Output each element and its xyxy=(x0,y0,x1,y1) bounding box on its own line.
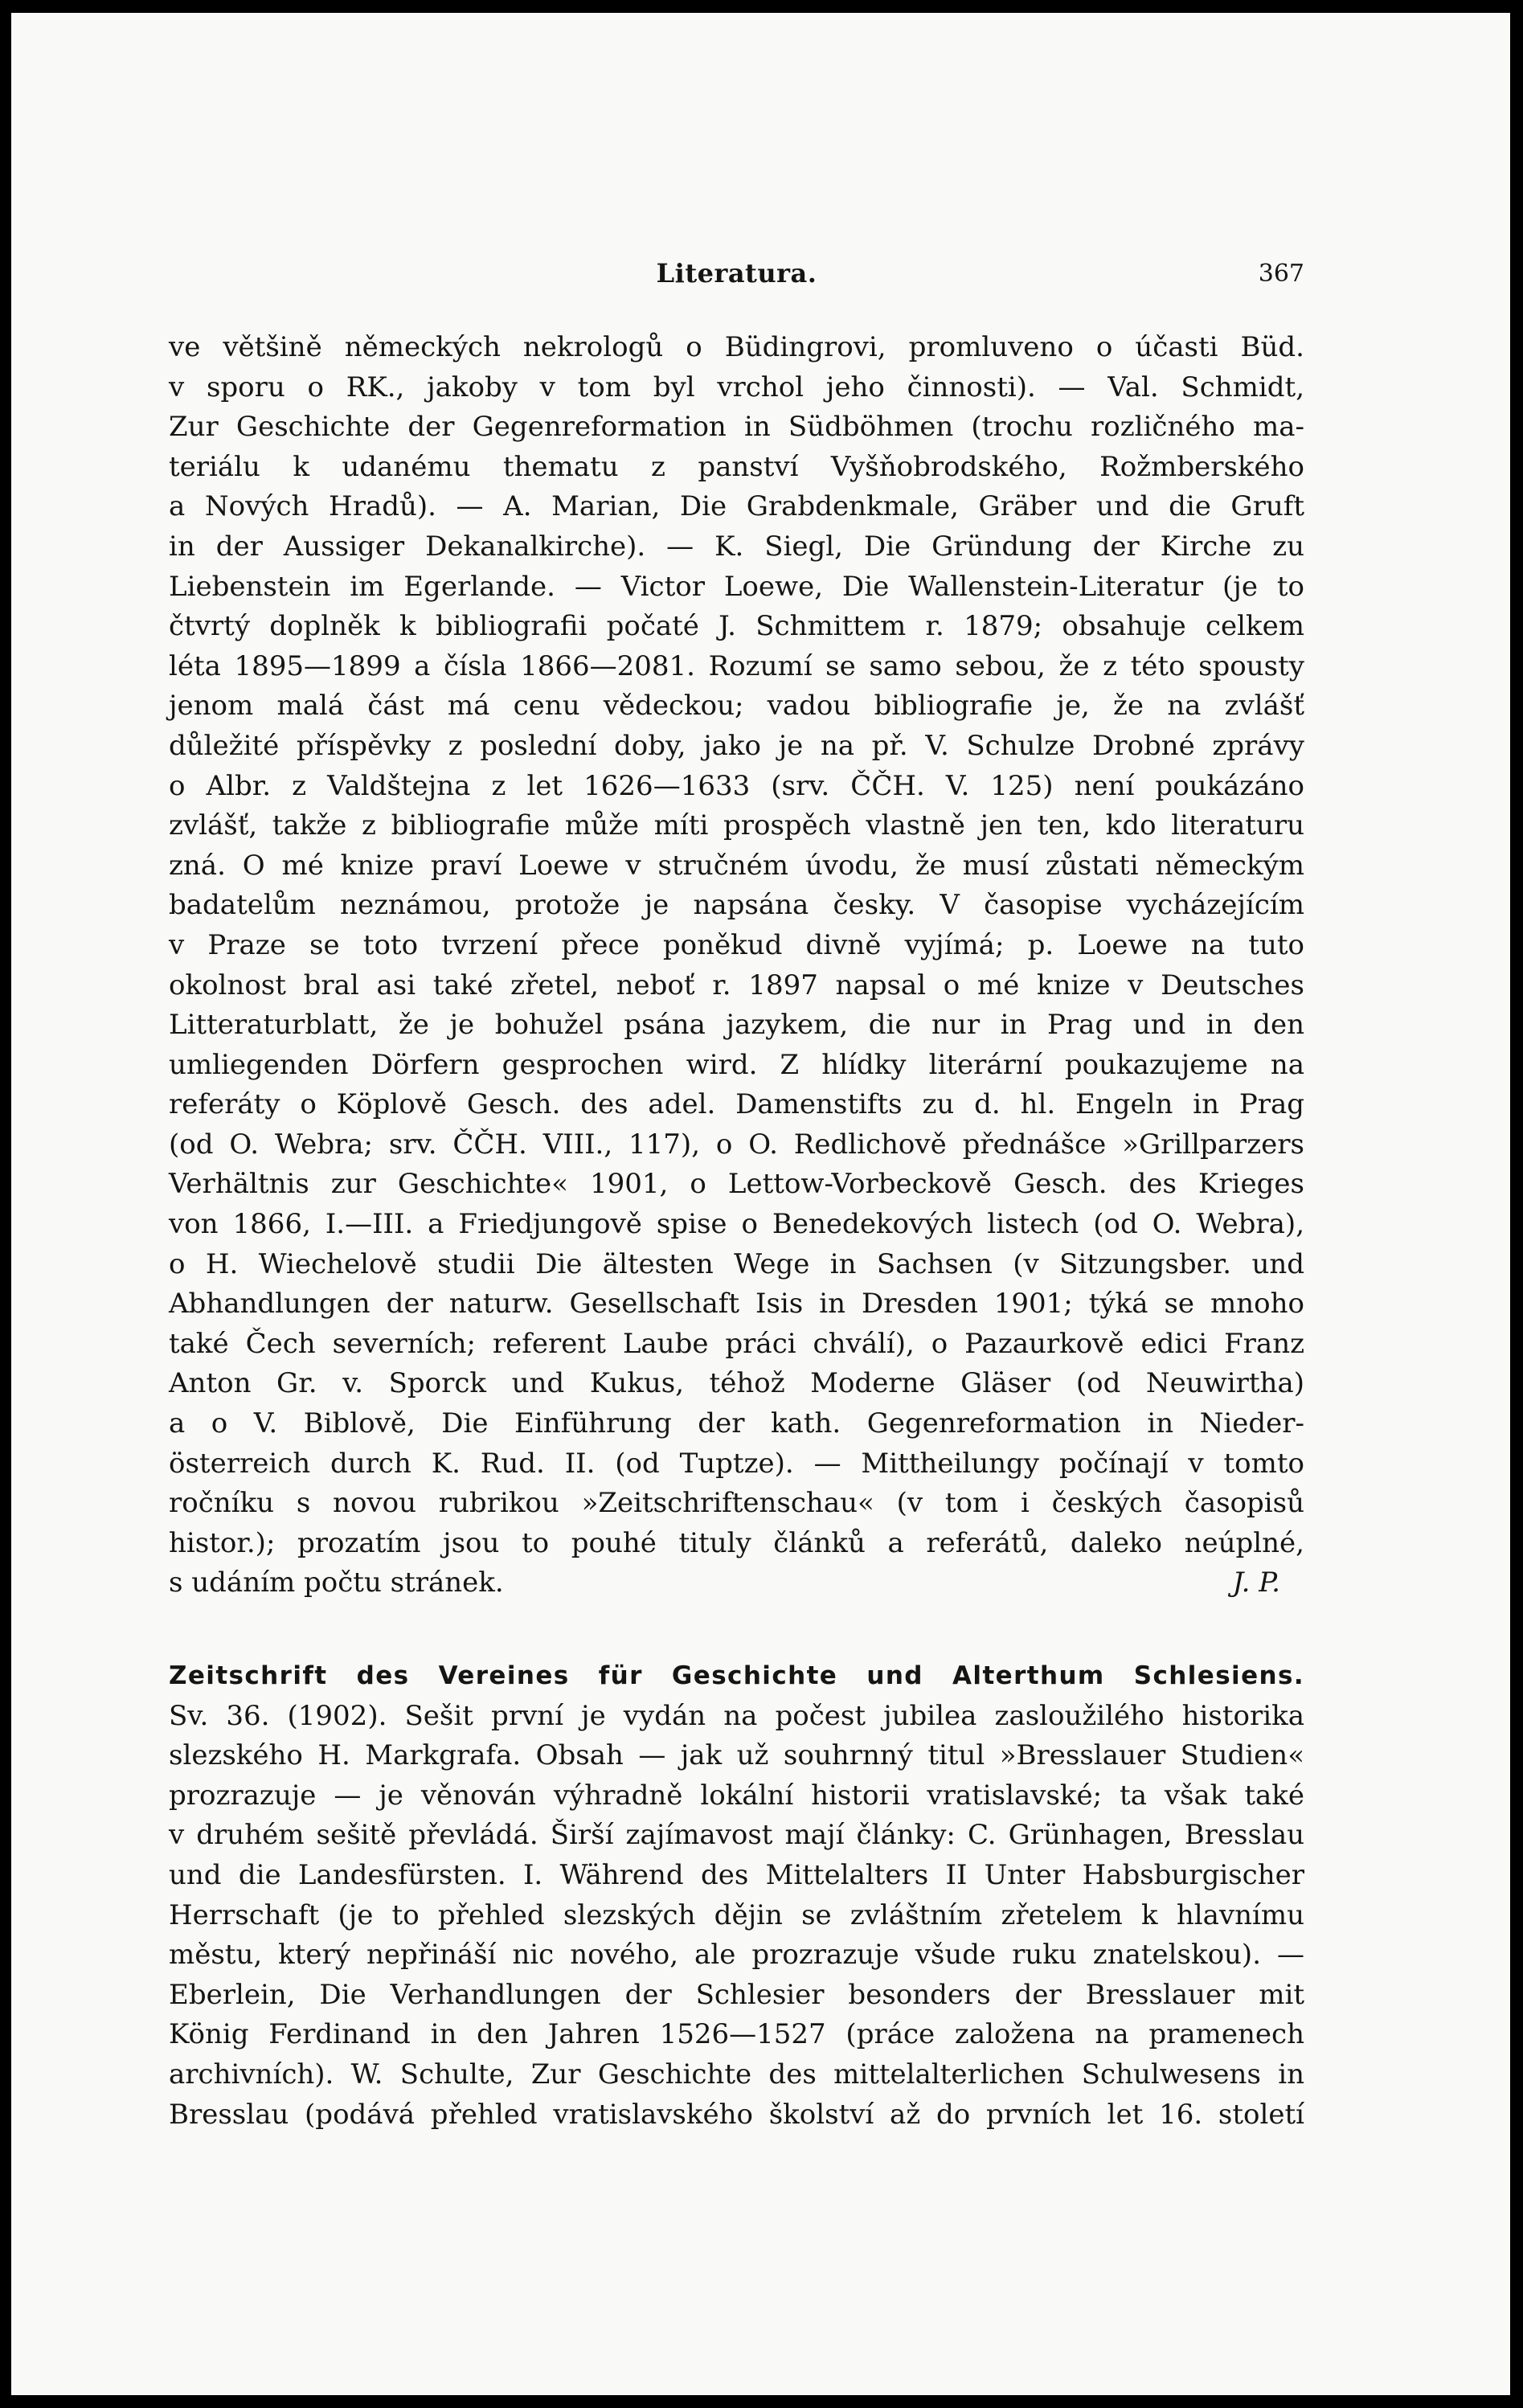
text-line: und die Landesfürsten. I. Während des Mittelalters II Unter Habsburgischer xyxy=(169,1858,1304,1891)
text-line: referáty o Köplově Gesch. des adel. Damenstifts zu d. hl. Engeln in Prag xyxy=(169,1088,1304,1121)
text-line: badatelům neznámou, protože je napsána česky. V časopise vycházejícím xyxy=(169,889,1304,922)
text-line: léta 1895—1899 a čísla 1866—2081. Rozumí se samo sebou, že z této spousty xyxy=(169,649,1304,682)
text-line: ve většině německých nekrologů o Büdingrovi, promluveno o účasti Büd. xyxy=(169,331,1304,363)
section-heading: Zeitschrift des Vereines für Geschichte und Alterthum Schlesiens. xyxy=(169,1661,1304,1690)
closing-text: s udáním počtu stránek. xyxy=(169,1566,504,1599)
body-text xyxy=(169,328,1304,2135)
text-line: o Albr. z Valdštejna z let 1626—1633 (srv. ČČH. V. 125) není poukázáno xyxy=(169,769,1304,802)
text-line: v sporu o RK., jakoby v tom byl vrchol jeho činnosti). — Val. Schmidt, xyxy=(169,371,1304,403)
running-title: Literatura. xyxy=(656,258,817,289)
scanned-page xyxy=(11,13,1510,2395)
text-line: Verhältnis zur Geschichte« 1901, o Lettow-Vorbeckově Gesch. des Krieges xyxy=(169,1168,1304,1201)
text-line: v Praze se toto tvrzení přece poněkud divně vyjímá; p. Loewe na tuto xyxy=(169,928,1304,961)
text-line-last xyxy=(169,1563,1304,1603)
text-line: v druhém sešitě převládá. Širší zajímavost mají články: C. Grünhagen, Bresslau xyxy=(169,1819,1304,1852)
text-line: zná. O mé knize praví Loewe v stručném úvodu, že musí zůstati německým xyxy=(169,849,1304,882)
page-number: 367 xyxy=(1258,260,1304,288)
text-line: archivních). W. Schulte, Zur Geschichte des mittelalterlichen Schulwesens in xyxy=(169,2058,1304,2091)
text-line: histor.); prozatím jsou to pouhé tituly článků a referátů, daleko neúplné, xyxy=(169,1526,1304,1559)
text-line: slezského H. Markgrafa. Obsah — jak už souhrnný titul »Bresslauer Studien« xyxy=(169,1739,1304,1772)
text-line: jenom malá část má cenu vědeckou; vadou bibliografie je, že na zvlášť xyxy=(169,690,1304,723)
text-line: Liebenstein im Egerlande. — Victor Loewe, Die Wallenstein-Literatur (je to xyxy=(169,570,1304,603)
text-line: Zur Geschichte der Gegenreformation in Südböhmen (trochu rozličného ma- xyxy=(169,411,1304,444)
text-line: Bresslau (podává přehled vratislavského školství až do prvních let 16. století xyxy=(169,2098,1304,2131)
text-line: (od O. Webra; srv. ČČH. VIII., 117), o O. Redlichově přednášce »Grillparzers xyxy=(169,1128,1304,1161)
text-line: Anton Gr. v. Sporck und Kukus, téhož Moderne Gläser (od Neuwirtha) xyxy=(169,1367,1304,1400)
text-line: městu, který nepřináší nic nového, ale prozrazuje všude ruku znatelskou). — xyxy=(169,1939,1304,1972)
text-line: Sv. 36. (1902). Sešit první je vydán na počest jubilea zasloužilého historika xyxy=(169,1699,1304,1732)
section-gap xyxy=(169,1603,1304,1657)
text-line: österreich durch K. Rud. II. (od Tuptze). — Mittheilungy počínají v tomto xyxy=(169,1447,1304,1480)
text-line: o H. Wiechelově studii Die ältesten Wege in Sachsen (v Sitzungsber. und xyxy=(169,1247,1304,1280)
text-line: teriálu k udanému thematu z panství Vyšňobrodského, Rožmberského xyxy=(169,450,1304,483)
text-line: von 1866, I.—III. a Friedjungově spise o Benedekových listech (od O. Webra), xyxy=(169,1208,1304,1241)
text-line: také Čech severních; referent Laube práci chválí), o Pazaurkově edici Franz xyxy=(169,1327,1304,1360)
author-signature: J. P. xyxy=(1232,1566,1280,1599)
text-line: důležité příspěvky z poslední doby, jako je na př. V. Schulze Drobné zprávy xyxy=(169,729,1304,762)
text-line: König Ferdinand in den Jahren 1526—1527 (práce založena na pramenech xyxy=(169,2018,1304,2051)
text-line: in der Aussiger Dekanalkirche). — K. Siegl, Die Gründung der Kirche zu xyxy=(169,530,1304,563)
text-line: okolnost bral asi také zřetel, neboť r. 1897 napsal o mé knize v Deutsches xyxy=(169,969,1304,1001)
text-line: umliegenden Dörfern gesprochen wird. Z hlídky literární poukazujeme na xyxy=(169,1048,1304,1081)
section-jihocesky-review xyxy=(169,328,1304,1603)
page-header xyxy=(169,258,1304,298)
text-line: Litteraturblatt, že je bohužel psána jazykem, die nur in Prag und in den xyxy=(169,1009,1304,1042)
text-line: zvlášť, takže z bibliografie může míti prospěch vlastně jen ten, kdo literaturu xyxy=(169,809,1304,842)
text-line: a o V. Biblově, Die Einführung der kath. Gegenreformation in Nieder- xyxy=(169,1407,1304,1440)
section-schlesien-review xyxy=(169,1657,1304,2135)
text-line: a Nových Hradů). — A. Marian, Die Grabdenkmale, Gräber und die Gruft xyxy=(169,490,1304,523)
text-line: Herrschaft (je to přehled slezských dějin se zvláštním zřetelem k hlavnímu xyxy=(169,1898,1304,1931)
text-line: prozrazuje — je věnován výhradně lokální historii vratislavské; ta však také xyxy=(169,1779,1304,1812)
text-line: ročníku s novou rubrikou »Zeitschriftenschau« (v tom i českých časopisů xyxy=(169,1487,1304,1520)
text-line: Eberlein, Die Verhandlungen der Schlesier besonders der Bresslauer mit xyxy=(169,1978,1304,2011)
text-line: Abhandlungen der naturw. Gesellschaft Isis in Dresden 1901; týká se mnoho xyxy=(169,1288,1304,1321)
text-line: čtvrtý doplněk k bibliografii počaté J. Schmittem r. 1879; obsahuje celkem xyxy=(169,610,1304,643)
